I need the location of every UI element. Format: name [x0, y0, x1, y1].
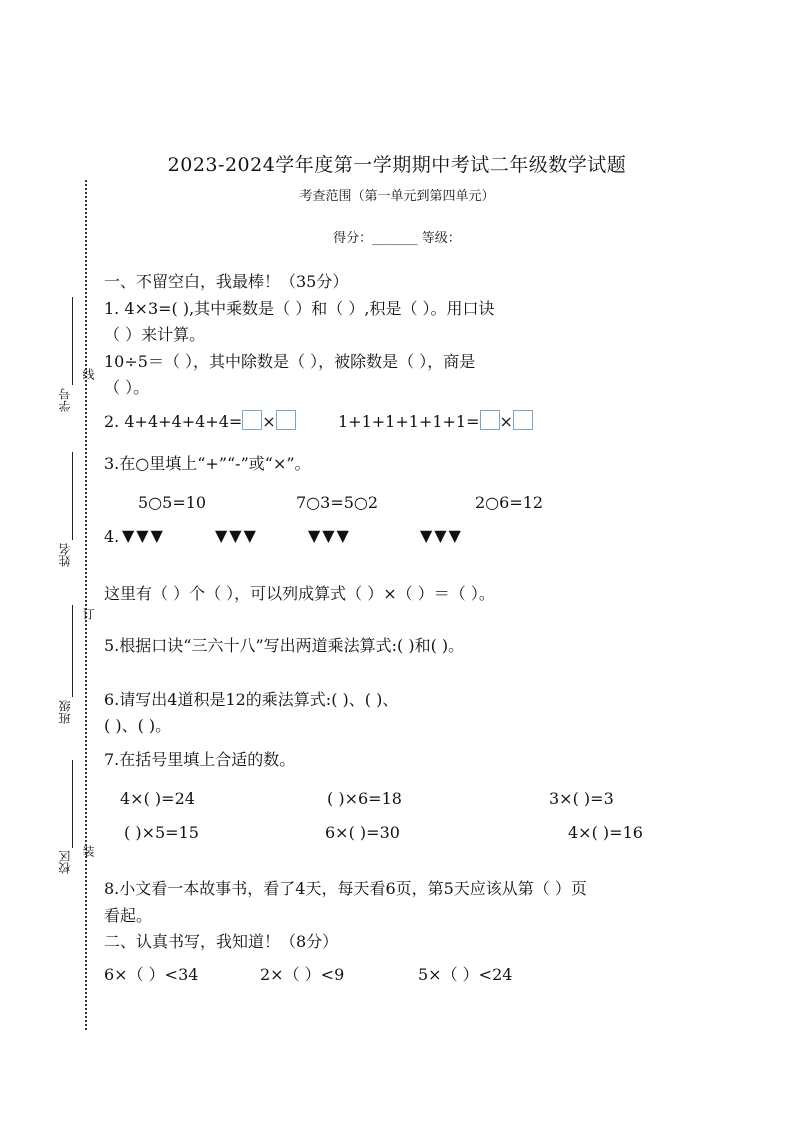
exam-title: 2023-2024学年度第一学期期中考试二年级数学试题: [167, 154, 627, 176]
q7-item: 4×( )=24: [120, 789, 195, 808]
q7-item: ( )×6=18: [327, 789, 402, 808]
answer-box[interactable]: [513, 410, 533, 430]
name-blank: [72, 452, 73, 540]
inequality-item-1: 6×（ ）<34: [104, 965, 199, 984]
triangle-group-3: ▼▼▼: [308, 526, 351, 545]
q2-left-expr: 2. 4+4+4+4+4=: [104, 412, 243, 431]
q2-right-expr: 1+1+1+1+1+1=: [338, 412, 480, 431]
binding-mark-line: 线: [81, 368, 95, 380]
section1-heading: 一、不留空白，我最棒！（35分）: [104, 272, 349, 291]
q1-line-c: 10÷5＝（ ），其中除数是（ ），被除数是（ ），商是: [104, 352, 476, 371]
q5: 5.根据口诀“三六十八”写出两道乘法算式:( )和( )。: [104, 636, 465, 655]
answer-box[interactable]: [480, 410, 500, 430]
q2-right: [338, 410, 533, 431]
answer-box[interactable]: [242, 410, 262, 430]
q3-instruction: 3.在○里填上“+”“-”或“×”。: [104, 454, 311, 473]
q6-line-b: ( )、( )。: [104, 716, 172, 735]
triangle-group-4: ▼▼▼: [420, 526, 463, 545]
q1-line-d: （ ）。: [104, 378, 150, 397]
q7-item: 6×( )=30: [325, 823, 400, 842]
q7-instruction: 7.在括号里填上合适的数。: [104, 750, 296, 769]
campus-label: 校区: [58, 850, 72, 874]
q7-item: ( )×5=15: [124, 823, 199, 842]
q1-line-a: 1. 4×3=( ),其中乘数是（ ）和（ ）,积是（ ）。用口诀: [104, 299, 495, 318]
q1-line-b: （ ）来计算。: [104, 325, 206, 344]
section2-heading: 二、认真书写，我知道！（8分）: [104, 932, 339, 951]
student-id-blank: [72, 297, 73, 385]
q4-label: 4.: [104, 527, 120, 546]
inequality-item-3: 5×（ ）<24: [418, 965, 513, 984]
name-label: 姓名: [58, 543, 72, 567]
triangle-group-2: ▼▼▼: [215, 526, 258, 545]
exam-subtitle: 考查范围（第一单元到第四单元）: [299, 189, 495, 204]
q8-line-b: 看起。: [104, 906, 153, 925]
q4-question: 这里有（ ）个（ ），可以列成算式（ ）×（ ）＝（ ）。: [104, 584, 495, 603]
q2-left: [104, 410, 296, 431]
q7-item: 4×( )=16: [568, 823, 643, 842]
class-label: 班级: [58, 700, 72, 724]
binding-dotted-line: [85, 180, 87, 1030]
q7-item: 3×( )=3: [549, 789, 614, 808]
score-line: 得分：_______ 等级：: [333, 231, 461, 246]
times-sign: ×: [262, 412, 276, 431]
q8-line-a: 8.小文看一本故事书，看了4天，每天看6页，第5天应该从第（ ）页: [104, 879, 587, 898]
student-id-label: 学号: [58, 388, 72, 412]
times-sign: ×: [499, 412, 513, 431]
q6-line-a: 6.请写出4道积是12的乘法算式:( )、( )、: [104, 690, 399, 709]
triangle-group-1: ▼▼▼: [122, 526, 165, 545]
q3-item-3: 2○6=12: [475, 493, 544, 512]
q3-item-2: 7○3=5○2: [296, 493, 379, 512]
binding-mark-ding: 订: [81, 608, 95, 620]
class-blank: [72, 605, 73, 697]
binding-mark-zhuang: 装: [81, 845, 95, 857]
q3-item-1: 5○5=10: [138, 493, 207, 512]
campus-blank: [72, 760, 73, 848]
answer-box[interactable]: [276, 410, 296, 430]
inequality-item-2: 2×（ ）<9: [260, 965, 345, 984]
